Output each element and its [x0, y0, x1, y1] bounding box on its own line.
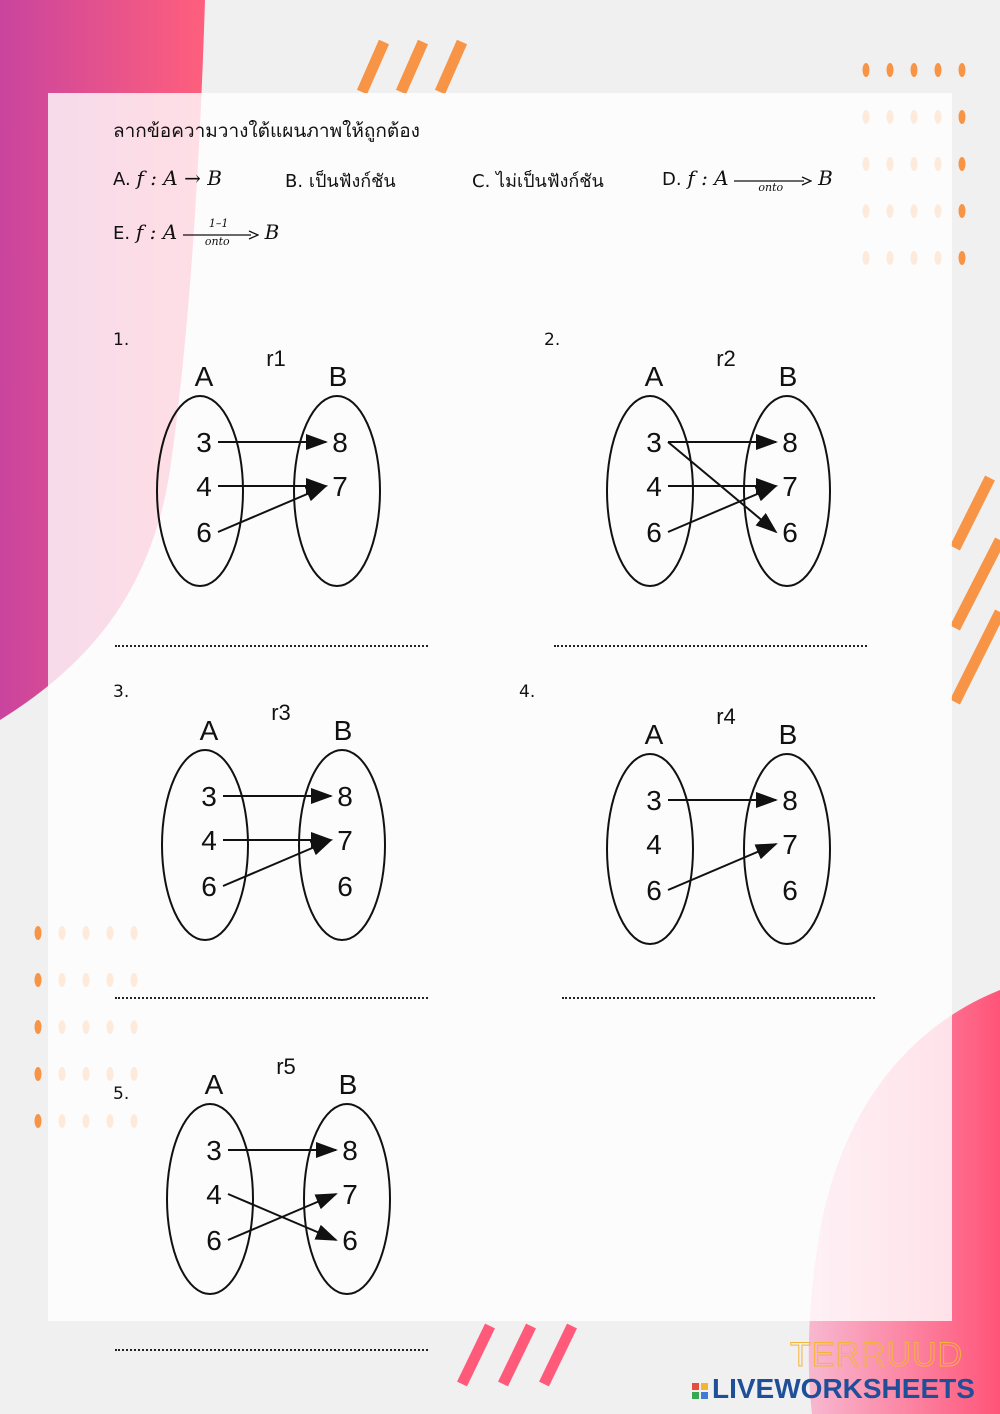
option-a-expression: f : A → B	[136, 166, 222, 190]
codomain-element: 8	[337, 781, 353, 812]
option-e[interactable]	[113, 217, 280, 248]
codomain-element: 7	[782, 471, 798, 502]
codomain-element: 8	[332, 427, 348, 458]
arrow-diagram-svg	[150, 1046, 410, 1306]
arrow-diagram-svg	[145, 692, 405, 952]
option-c-letter: C.	[472, 171, 491, 192]
option-e-arrow-label-top: 1–1	[208, 217, 229, 230]
relation-label: r3	[271, 700, 291, 725]
set-a-label: A	[204, 1069, 224, 1100]
liveworksheets-brand-text: LIVEWORKSHEETS	[712, 1373, 975, 1404]
mapping-arrow	[668, 486, 776, 532]
decorative-dot	[911, 63, 918, 77]
option-d-expression-right: B	[818, 166, 833, 190]
domain-element: 4	[201, 825, 217, 856]
mapping-arrow	[218, 486, 326, 532]
option-c-text: ไม่เป็นฟังก์ชัน	[496, 171, 604, 192]
decorative-dot	[959, 157, 966, 171]
option-d-arrow	[734, 167, 812, 193]
question-3-answer-blank[interactable]	[115, 997, 428, 999]
codomain-element: 7	[332, 471, 348, 502]
option-a[interactable]	[113, 166, 222, 190]
option-a-letter: A.	[113, 169, 131, 190]
domain-element: 3	[646, 785, 662, 816]
question-4-answer-blank[interactable]	[562, 997, 875, 999]
relation-label: r2	[716, 346, 736, 371]
option-d-arrow-label-bottom: onto	[758, 181, 784, 194]
decorative-dot	[959, 251, 966, 265]
codomain-element: 6	[342, 1225, 358, 1256]
question-2-number: 2.	[544, 330, 561, 350]
right-orange-stripes	[955, 478, 1000, 702]
mapping-arrow	[223, 840, 331, 886]
set-a-label: A	[644, 719, 664, 750]
domain-element: 3	[646, 427, 662, 458]
option-c[interactable]	[472, 166, 604, 195]
set-b-label: B	[778, 361, 798, 392]
codomain-element: 7	[782, 829, 798, 860]
set-b-label: B	[778, 719, 798, 750]
domain-element: 6	[206, 1225, 222, 1256]
set-a-label: A	[644, 361, 664, 392]
option-e-arrow-label-bottom: onto	[204, 235, 230, 248]
set-b-label: B	[333, 715, 353, 746]
question-4-number: 4.	[519, 682, 536, 702]
domain-element: 4	[196, 471, 212, 502]
decorative-dot	[935, 63, 942, 77]
question-1-mapping-diagram	[140, 338, 400, 598]
question-4-mapping-diagram	[590, 696, 850, 956]
decorative-dot	[35, 1020, 42, 1034]
domain-element: 4	[646, 471, 662, 502]
relation-label: r5	[276, 1054, 296, 1079]
decorative-dot	[959, 204, 966, 218]
decorative-dot	[887, 63, 894, 77]
domain-element: 3	[206, 1135, 222, 1166]
decorative-dot	[35, 973, 42, 987]
question-1-number: 1.	[113, 330, 130, 350]
arrow-diagram-svg	[590, 696, 850, 956]
decorative-dot	[35, 1067, 42, 1081]
question-3-number: 3.	[113, 682, 130, 702]
set-a-label: A	[194, 361, 214, 392]
set-b-label: B	[338, 1069, 358, 1100]
domain-element: 6	[196, 517, 212, 548]
decorative-dot	[959, 63, 966, 77]
option-e-expression-left: f : A	[135, 220, 178, 244]
top-orange-stripes	[362, 42, 462, 92]
question-5-answer-blank[interactable]	[115, 1349, 428, 1351]
question-3-mapping-diagram	[145, 692, 405, 952]
domain-element: 3	[201, 781, 217, 812]
option-d-letter: D.	[662, 169, 682, 190]
domain-element: 6	[201, 871, 217, 902]
set-b-label: B	[328, 361, 348, 392]
option-b-text: เป็นฟังก์ชัน	[308, 171, 396, 192]
codomain-element: 8	[782, 427, 798, 458]
liveworksheets-logo-icon	[692, 1383, 708, 1399]
question-5-mapping-diagram	[150, 1046, 410, 1306]
domain-element: 6	[646, 875, 662, 906]
liveworksheets-brand	[692, 1373, 975, 1405]
relation-label: r4	[716, 704, 736, 729]
domain-element: 3	[196, 427, 212, 458]
set-a-label: A	[199, 715, 219, 746]
option-e-letter: E.	[113, 223, 131, 244]
codomain-element: 6	[782, 517, 798, 548]
question-5-number: 5.	[113, 1084, 130, 1104]
question-2-mapping-diagram	[590, 338, 850, 598]
option-b[interactable]	[285, 166, 396, 195]
instruction-text: ลากข้อความวางใต้แผนภาพให้ถูกต้อง	[113, 120, 420, 142]
option-b-letter: B.	[285, 171, 304, 192]
codomain-element: 7	[337, 825, 353, 856]
decorative-dot	[959, 110, 966, 124]
decorative-dot	[35, 1114, 42, 1128]
decorative-dot	[35, 926, 42, 940]
question-2-answer-blank[interactable]	[554, 645, 867, 647]
bottom-pink-stripes	[462, 1326, 572, 1384]
mapping-arrow	[668, 844, 776, 890]
arrow-diagram-svg	[590, 338, 850, 598]
relation-label: r1	[266, 346, 286, 371]
arrow-diagram-svg	[140, 338, 400, 598]
option-e-expression-right: B	[264, 220, 280, 244]
option-d[interactable]	[662, 166, 833, 193]
domain-element: 4	[206, 1179, 222, 1210]
domain-element: 6	[646, 517, 662, 548]
option-e-arrow	[183, 217, 259, 248]
decorative-dot	[863, 63, 870, 77]
codomain-element: 6	[337, 871, 353, 902]
option-d-expression-left: f : A	[687, 166, 729, 190]
codomain-element: 6	[782, 875, 798, 906]
codomain-element: 8	[782, 785, 798, 816]
domain-element: 4	[646, 829, 662, 860]
codomain-element: 7	[342, 1179, 358, 1210]
question-1-answer-blank[interactable]	[115, 645, 428, 647]
author-name: TERRUUD	[790, 1336, 964, 1374]
codomain-element: 8	[342, 1135, 358, 1166]
